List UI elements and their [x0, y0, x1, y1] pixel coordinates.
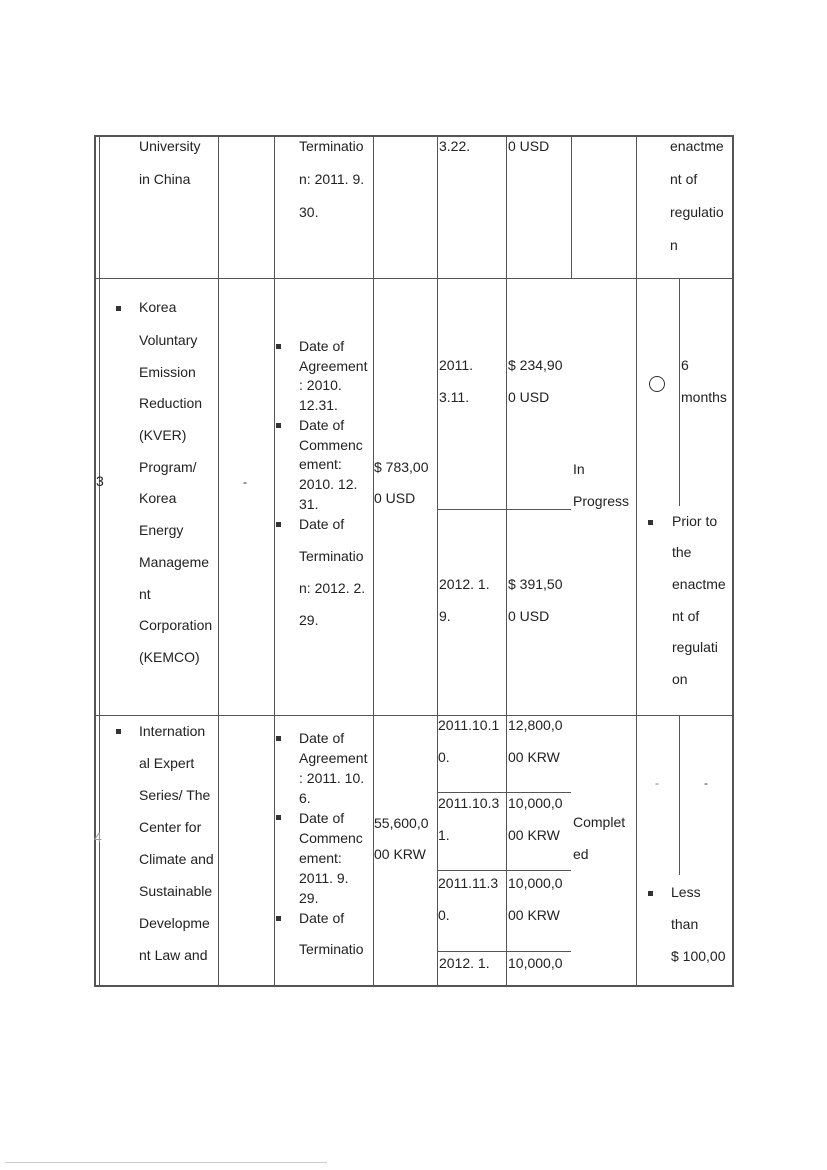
org-line: Center for — [139, 819, 202, 835]
bullet-icon — [276, 916, 281, 921]
remark-line: on — [672, 671, 688, 687]
period-line: 6. — [299, 790, 311, 806]
payment-date: 3.22. — [439, 138, 471, 154]
payment-separator-row4-a — [437, 792, 571, 793]
payment-date: 2012. 1. — [439, 955, 490, 971]
payment-amount: $ 234,90 — [508, 357, 563, 373]
period-line: 31. — [299, 496, 319, 512]
row-separator-1 — [94, 278, 734, 279]
total-amount-line: 00 KRW — [374, 846, 426, 862]
col-line-5 — [506, 135, 507, 987]
status-line: Complet — [573, 814, 626, 830]
bullet-icon — [116, 306, 121, 311]
period-line: Date of — [299, 910, 345, 926]
org-line: Program/ — [139, 459, 197, 475]
bullet-icon — [276, 522, 281, 527]
duration-line: 6 — [681, 357, 689, 373]
col-line-2 — [274, 135, 275, 987]
col-line-7 — [636, 135, 637, 987]
org-line: Sustainable — [139, 883, 213, 899]
duration-value: - — [704, 776, 708, 790]
org-line: (KEMCO) — [139, 649, 200, 665]
payment-amount: 0 USD — [508, 608, 550, 624]
period-line: Terminatio — [299, 941, 364, 957]
total-amount-line: 0 USD — [374, 490, 416, 506]
table-border-top — [94, 135, 734, 137]
payment-date: 9. — [439, 608, 451, 624]
payment-amount: 12,800,0 — [508, 717, 563, 733]
org-line: Emission — [139, 364, 196, 380]
period-line: Date of — [299, 810, 345, 826]
remark-line: nt of — [672, 608, 700, 624]
remark-line: regulatio — [670, 204, 724, 220]
table-border-bottom — [94, 985, 734, 987]
org-line: Series/ The — [139, 787, 211, 803]
period-line: Date of — [299, 516, 345, 532]
payment-amount: 0 USD — [508, 138, 550, 154]
period-line: Commenc — [299, 830, 363, 846]
period-line: 12.31. — [299, 397, 338, 413]
org-line: Internation — [139, 723, 206, 739]
bullet-icon — [648, 520, 653, 525]
payment-amount: 00 KRW — [508, 827, 560, 843]
row-number: 3 — [96, 473, 104, 489]
remark-line: regulati — [672, 639, 718, 655]
period-line: Agreement — [299, 750, 368, 766]
period-line: 29. — [299, 890, 319, 906]
payment-amount: 0 USD — [508, 389, 550, 405]
period-line: 2010. 12. — [299, 476, 358, 492]
payment-amount: 10,000,0 — [508, 955, 563, 971]
period-line: : 2011. 10. — [299, 770, 365, 786]
col-line-1 — [218, 135, 219, 987]
period-line: 30. — [299, 204, 319, 220]
period-line: Commenc — [299, 437, 363, 453]
col-line-4 — [437, 135, 438, 987]
period-line: : 2010. — [299, 377, 342, 393]
payment-date: 2011.10.1 — [438, 717, 500, 733]
payment-separator-row3 — [437, 509, 571, 510]
org-line: University — [139, 138, 201, 154]
remark-line: than — [671, 916, 699, 932]
payment-date: 2011.11.3 — [438, 875, 499, 891]
payment-date: 3.11. — [439, 389, 470, 405]
bullet-icon — [276, 423, 281, 428]
org-line: in China — [139, 171, 191, 187]
payment-amount: 00 KRW — [508, 749, 560, 765]
org-line: Korea — [139, 490, 177, 506]
payment-date: 0. — [438, 749, 450, 765]
duration-col-line-row4 — [679, 716, 680, 875]
period-line: 29. — [299, 612, 319, 628]
payment-separator-row4-b — [437, 870, 571, 871]
org-line: nt — [139, 586, 151, 602]
remark-line: the — [672, 544, 692, 560]
period-line: Date of — [299, 417, 345, 433]
status-line: Progress — [573, 493, 630, 509]
status-line: ed — [573, 846, 589, 862]
org-line: Developme — [139, 915, 210, 931]
payment-amount: 00 KRW — [508, 907, 560, 923]
payment-date: 2011. — [439, 357, 473, 373]
table-border-left — [94, 135, 96, 987]
table-border-left-inner — [99, 135, 100, 987]
payment-amount: 10,000,0 — [508, 795, 563, 811]
circle-check-icon — [649, 376, 665, 392]
org-line: al Expert — [139, 755, 195, 771]
payment-date: 0. — [438, 907, 450, 923]
payment-date: 1. — [438, 827, 450, 843]
scan-edge-line — [5, 1162, 327, 1163]
remark-line: nt of — [670, 171, 698, 187]
check-mark: - — [655, 776, 659, 790]
bullet-icon — [648, 891, 653, 896]
period-line: ement: — [299, 456, 342, 472]
period-line: ement: — [299, 850, 342, 866]
org-line: Energy — [139, 522, 184, 538]
payment-amount — [508, 576, 563, 592]
payment-amount: 10,000,0 — [508, 875, 563, 891]
bullet-icon — [276, 344, 281, 349]
period-line: n: 2012. 2. — [299, 580, 366, 596]
row-separator-2 — [94, 715, 734, 716]
payment-date: 2011.10.3 — [438, 795, 500, 811]
remark-line: n — [670, 237, 678, 253]
type-value: - — [243, 475, 247, 489]
remark-line: Prior to — [672, 513, 718, 529]
period-line: n: 2011. 9. — [299, 171, 365, 187]
payment-separator-row4-c — [437, 951, 571, 952]
period-line: Date of — [299, 338, 345, 354]
org-line: Climate and — [139, 851, 214, 867]
period-line: Agreement — [299, 358, 368, 374]
period-line: 2011. 9. — [299, 870, 349, 886]
org-line: nt Law and — [139, 947, 208, 963]
total-amount-line: $ 783,00 — [374, 459, 429, 475]
remark-line: Less — [671, 884, 701, 900]
period-line: Terminatio — [299, 138, 364, 154]
row-number: 4 — [94, 829, 102, 845]
bullet-icon — [276, 815, 281, 820]
duration-col-line-row3 — [679, 279, 680, 506]
table-border-right — [732, 135, 734, 987]
duration-line: months — [681, 389, 727, 405]
payment-amount-text: $ 391,50 — [508, 576, 563, 592]
remark-line: enactme — [670, 138, 724, 154]
org-line: Korea — [139, 299, 177, 315]
org-line: (KVER) — [139, 427, 187, 443]
payment-date: 2012. 1. — [439, 576, 490, 592]
org-line: Voluntary — [139, 332, 198, 348]
org-line: Manageme — [139, 554, 210, 570]
remark-line: $ 100,00 — [671, 948, 726, 964]
total-amount-line: 55,600,0 — [374, 815, 429, 831]
period-line: Date of — [299, 730, 345, 746]
org-line: Corporation — [139, 617, 213, 633]
remark-line: enactme — [672, 576, 726, 592]
period-line: Terminatio — [299, 548, 364, 564]
status-line: In — [573, 461, 585, 477]
bullet-icon — [276, 736, 281, 741]
org-line: Reduction — [139, 395, 203, 411]
col-line-6 — [571, 135, 572, 279]
bullet-icon — [116, 729, 121, 734]
